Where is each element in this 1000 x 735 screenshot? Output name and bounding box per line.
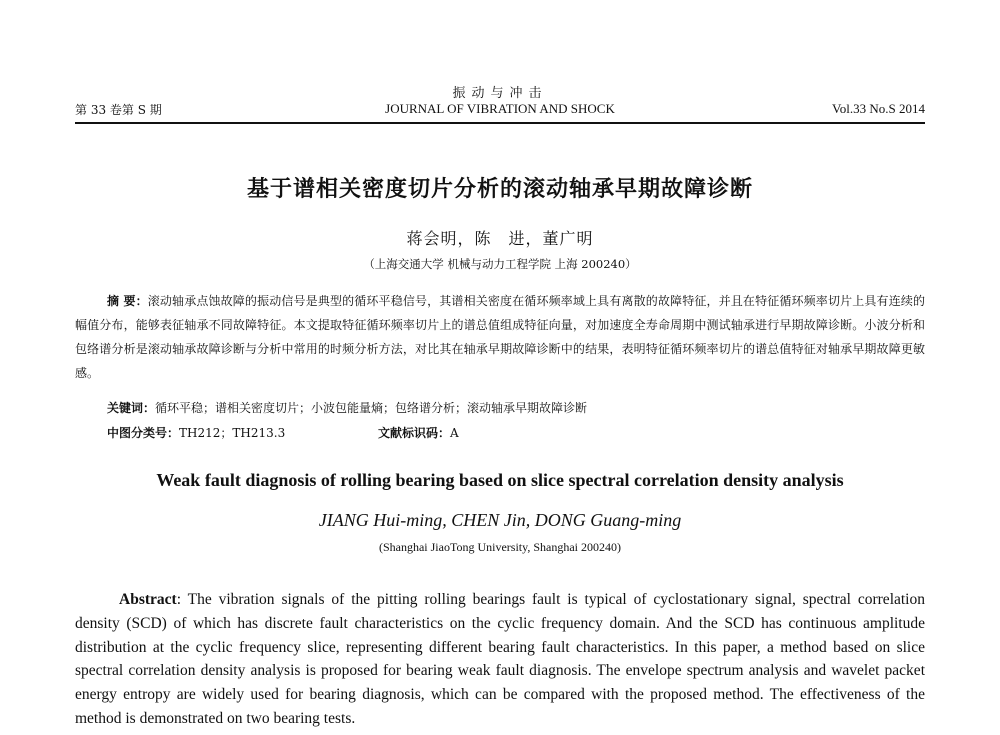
doc-code-label: 文献标识码： <box>378 426 451 440</box>
abstract-en-text: : The vibration signals of the pitting rolling bearings fault is typical of cyclostationary signal, spectral correlation density (SCD) of which has discrete fault characteristics on the cyclic frequency domain. And the SCD has continuous amplitude distribution at the cyclic frequency slice, representing different bearing fault characteristics. In this paper, a method based on slice spectral correlation density analysis is proposed for bearing weak fault diagnosis. The envelope spectrum analysis and wavelet packet energy entropy are widely used for bearing diagnosis, which can be compared with the proposed method. The effectiveness of the method is demonstrated on two bearing tests. <box>75 591 925 727</box>
header-row <box>75 101 925 119</box>
journal-name-cn: 振动与冲击 <box>452 86 548 101</box>
abstract-cn-text: 滚动轴承点蚀故障的振动信号是典型的循环平稳信号，其谱相关密度在循环频率域上具有离散的故障特征，并且在特征循环频率切片上具有连续的幅值分布，能够表征轴承不同故障特征。本文提取特征循环频率切片上的谱总值组成特征向量，对加速度全寿命周期中测试轴承进行早期故障诊断。小波分析和包络谱分析是滚动轴承故障诊断与分析中常用的时频分析方法，对比其在轴承早期故障诊断中的结果，表明特征循环频率切片的谱总值特征对轴承早期故障更敏感。 <box>75 294 925 380</box>
volume-issue-cn: 第 33 卷第 S 期 <box>75 103 162 117</box>
paper-title-cn: 基于谱相关密度切片分析的滚动轴承早期故障诊断 <box>246 177 753 202</box>
journal-header <box>75 82 925 122</box>
header-rule <box>75 122 925 124</box>
keywords-label: 关键词： <box>107 401 156 415</box>
document-code <box>378 424 459 441</box>
keywords-text: 循环平稳；谱相关密度切片；小波包能量熵；包络谱分析；滚动轴承早期故障诊断 <box>155 401 588 415</box>
abstract-en <box>75 588 925 731</box>
clc-label: 中图分类号： <box>107 426 180 440</box>
abstract-cn-label: 摘 要： <box>107 294 148 308</box>
abstract-en-label: Abstract <box>119 591 177 608</box>
clc-number <box>107 424 285 441</box>
clc-value: TH212；TH213.3 <box>179 426 286 440</box>
volume-issue-en: Vol.33 No.S 2014 <box>832 101 925 116</box>
doc-code-value: A <box>450 426 459 440</box>
affiliation-en: (Shanghai JiaoTong University, Shanghai 200240) <box>378 540 621 554</box>
paper-title-en: Weak fault diagnosis of rolling bearing based on slice spectral correlation density analysis <box>156 470 844 490</box>
keywords-cn <box>107 399 587 416</box>
journal-name-en: JOURNAL OF VIBRATION AND SHOCK <box>385 101 615 116</box>
affiliation-cn: （上海交通大学 机械与动力工程学院 上海 200240） <box>363 257 637 271</box>
abstract-cn <box>75 289 925 385</box>
authors-en: JIANG Hui-ming, CHEN Jin, DONG Guang-ming <box>318 510 682 530</box>
authors-cn: 蒋会明，陈 进，董广明 <box>406 229 594 248</box>
